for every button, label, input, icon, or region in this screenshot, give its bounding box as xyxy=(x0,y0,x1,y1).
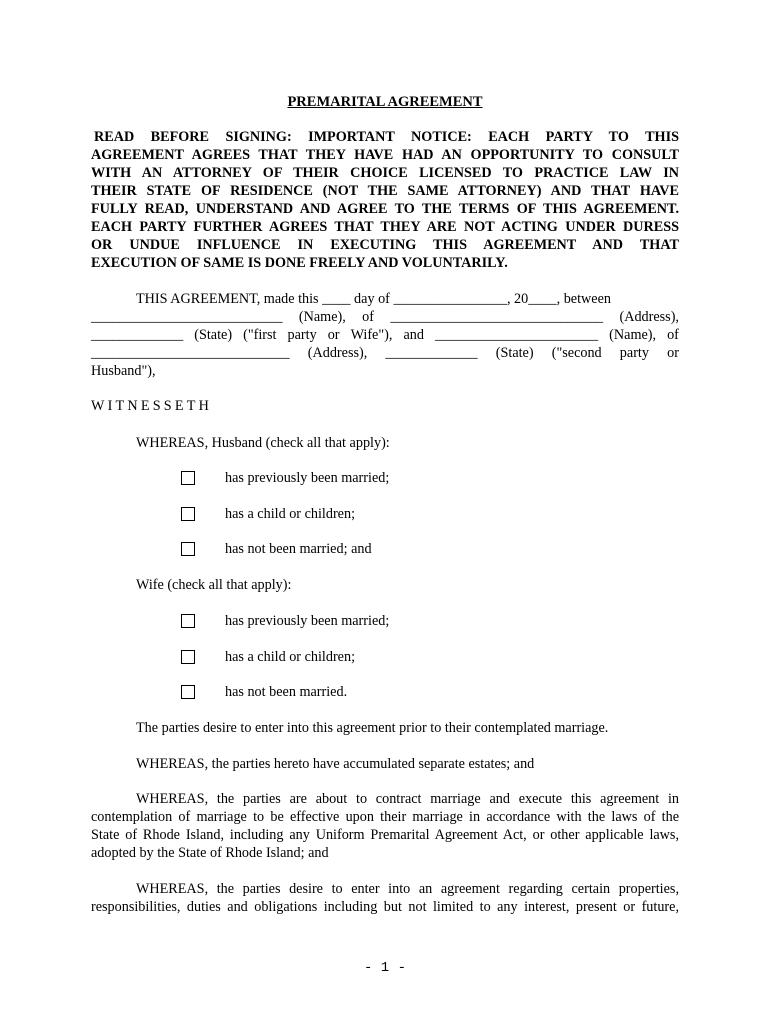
option-label: has a child or children; xyxy=(225,505,356,522)
paragraph-line: contemplation of marriage to be effective upon their marriage in accordance with the laws of the xyxy=(91,809,679,825)
checkbox[interactable] xyxy=(181,685,195,699)
notice-line: THEIR STATE OF RESIDENCE (NOT THE SAME ATTORNEY) AND THAT HAVE xyxy=(91,183,679,199)
checkbox[interactable] xyxy=(181,507,195,521)
contract-paragraph xyxy=(91,790,679,862)
checkbox[interactable] xyxy=(181,650,195,664)
husband-option-row xyxy=(181,505,355,523)
option-label: has a child or children; xyxy=(225,648,356,665)
agreement-parties-line-2 xyxy=(91,326,679,344)
husband-option-row xyxy=(181,469,389,487)
important-notice xyxy=(91,128,679,272)
address-label: (Address), xyxy=(619,309,679,325)
text-word: ("second xyxy=(551,345,602,361)
of-label: of xyxy=(667,327,679,343)
name-blank[interactable]: _______________________ xyxy=(434,327,599,343)
option-label: has not been married; and xyxy=(225,540,372,557)
paragraph-line: State of Rhode Island, including any Uniform Premarital Agreement Act, or other applicable laws, xyxy=(91,827,679,843)
notice-line: EACH PARTY FURTHER AGREES THAT THEY ARE NOT ACTING UNDER DURESS xyxy=(91,219,679,235)
estates-statement: WHEREAS, the parties hereto have accumulated separate estates; and xyxy=(136,756,535,772)
option-label: has previously been married; xyxy=(225,612,390,629)
text-word: and xyxy=(403,327,424,343)
text-word: party xyxy=(619,345,649,361)
state-blank[interactable]: _____________ xyxy=(91,327,184,343)
notice-line: READ BEFORE SIGNING: IMPORTANT NOTICE: EACH PARTY TO THIS xyxy=(94,129,679,145)
state-blank[interactable]: _____________ xyxy=(385,345,478,361)
agreement-parties-line-4: Husband"), xyxy=(91,363,156,379)
agreement-parties-line-3 xyxy=(91,344,679,362)
husband-option-row xyxy=(181,540,372,558)
state-label: (State) xyxy=(194,327,233,343)
text-word: ("first xyxy=(243,327,277,343)
checkbox[interactable] xyxy=(181,471,195,485)
notice-line: OR UNDUE INFLUENCE IN EXECUTING THIS AGREEMENT AND THAT xyxy=(91,237,679,253)
name-label: (Name), xyxy=(298,309,346,325)
notice-line: EXECUTION OF SAME IS DONE FREELY AND VOLUNTARILY. xyxy=(91,255,508,271)
husband-heading: WHEREAS, Husband (check all that apply): xyxy=(136,435,390,451)
state-label: (State) xyxy=(495,345,534,361)
paragraph-line: responsibilities, duties and obligations including but not limited to any interest, present or future, xyxy=(91,899,679,915)
wife-option-row xyxy=(181,612,389,630)
agreement-desire-paragraph xyxy=(91,880,679,916)
page-number: - 1 - xyxy=(363,960,406,976)
witnesseth-heading: WITNESSETH xyxy=(91,398,213,414)
agreement-intro-line: THIS AGREEMENT, made this ____ day of ________________, 20____, between xyxy=(136,291,611,307)
checkbox[interactable] xyxy=(181,542,195,556)
of-label: of xyxy=(362,309,374,325)
address-blank[interactable]: ____________________________ xyxy=(91,345,290,361)
document-title: PREMARITAL AGREEMENT xyxy=(287,94,483,110)
notice-line: WITH AN ATTORNEY OF THEIR CHOICE LICENSED TO PRACTICE LAW IN xyxy=(91,165,679,181)
option-label: has previously been married; xyxy=(225,469,390,486)
wife-heading: Wife (check all that apply): xyxy=(136,577,292,593)
text-word: Wife"), xyxy=(350,327,393,343)
address-label: (Address), xyxy=(307,345,368,361)
text-word: or xyxy=(667,345,679,361)
desire-statement: The parties desire to enter into this agreement prior to their contemplated marriage. xyxy=(136,720,609,736)
address-blank[interactable]: ______________________________ xyxy=(390,309,604,325)
notice-line: AGREEMENT AGREES THAT THEY HAVE HAD AN OPPORTUNITY TO CONSULT xyxy=(91,147,679,163)
name-blank[interactable]: ___________________________ xyxy=(91,309,283,325)
text-word: or xyxy=(327,327,340,343)
agreement-parties-line-1 xyxy=(91,308,679,326)
wife-option-row xyxy=(181,648,355,666)
text-word: party xyxy=(287,327,317,343)
name-label: (Name), xyxy=(609,327,657,343)
checkbox[interactable] xyxy=(181,614,195,628)
paragraph-line: adopted by the State of Rhode Island; and xyxy=(91,845,329,861)
notice-line: FULLY READ, UNDERSTAND AND AGREE TO THE TERMS OF THIS AGREEMENT. xyxy=(91,201,679,217)
option-label: has not been married. xyxy=(225,683,348,700)
paragraph-line: WHEREAS, the parties are about to contract marriage and execute this agreement in xyxy=(136,791,679,807)
wife-option-row xyxy=(181,683,347,701)
paragraph-line: WHEREAS, the parties desire to enter into an agreement regarding certain properties, xyxy=(136,881,679,897)
